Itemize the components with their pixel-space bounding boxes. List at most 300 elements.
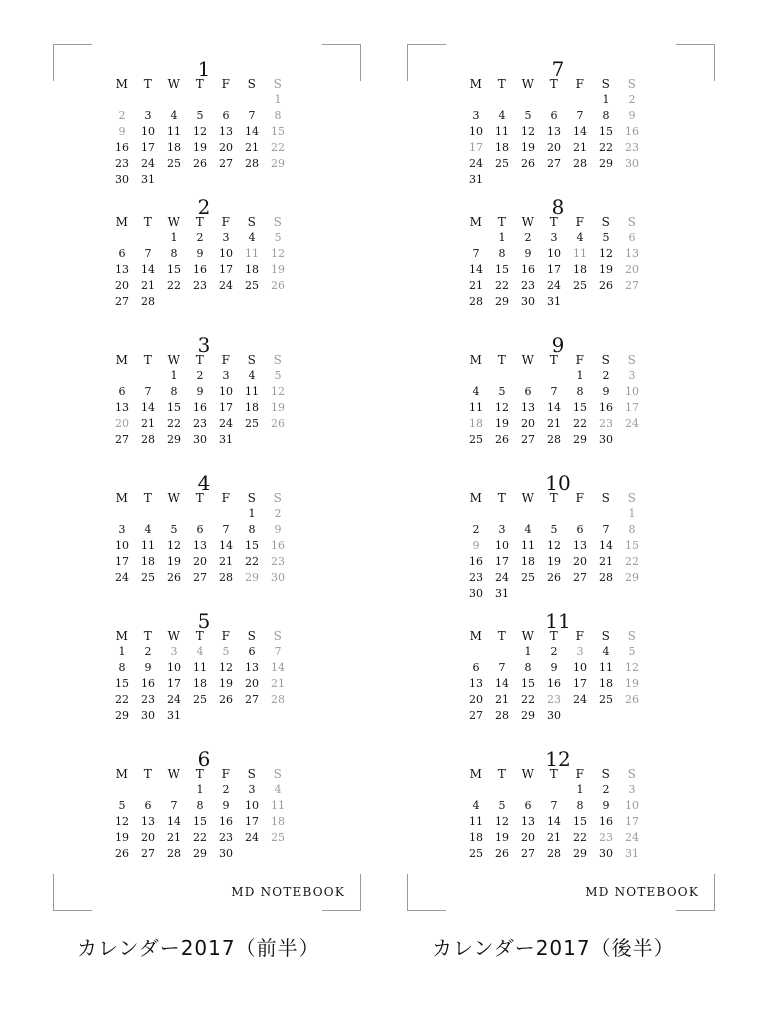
weekday-header: F (575, 215, 585, 229)
day-cell: 6 (576, 523, 584, 536)
day-cell: 13 (141, 815, 155, 828)
day-cell: 20 (115, 279, 129, 292)
weekday-header: T (143, 767, 153, 781)
day-cell: 25 (469, 433, 483, 446)
day-cell: 10 (495, 539, 509, 552)
day-cell: 11 (141, 539, 155, 552)
day-cell: 9 (118, 125, 126, 138)
day-cell: 25 (167, 157, 181, 170)
day-cell: 14 (167, 815, 181, 828)
weekday-header: F (221, 77, 231, 91)
day-cell: 9 (602, 385, 610, 398)
day-cell: 3 (472, 109, 480, 122)
day-cell: 29 (573, 433, 587, 446)
day-cell: 15 (167, 263, 181, 276)
weekday-header: T (143, 491, 153, 505)
day-cell: 12 (271, 247, 285, 260)
day-cell: 21 (141, 279, 155, 292)
day-cell: 13 (115, 401, 129, 414)
day-cell: 17 (219, 401, 233, 414)
day-cell: 27 (521, 433, 535, 446)
day-cell: 9 (222, 799, 230, 812)
day-cell: 20 (521, 831, 535, 844)
day-cell: 14 (219, 539, 233, 552)
weekday-header: M (115, 767, 129, 781)
day-cell: 4 (602, 645, 610, 658)
weekday-header: M (469, 491, 483, 505)
day-cell: 20 (115, 417, 129, 430)
day-cell: 1 (170, 369, 178, 382)
day-cell: 16 (547, 677, 561, 690)
weekday-header: W (521, 77, 535, 91)
weekday-header: M (115, 629, 129, 643)
day-cell: 1 (248, 507, 256, 520)
weekday-header: W (521, 491, 535, 505)
day-cell: 1 (602, 93, 610, 106)
day-cell: 28 (141, 295, 155, 308)
day-cell: 22 (115, 693, 129, 706)
day-cell: 22 (625, 555, 639, 568)
day-cell: 20 (521, 417, 535, 430)
day-cell: 12 (521, 125, 535, 138)
day-cell: 22 (599, 141, 613, 154)
day-cell: 3 (222, 231, 230, 244)
day-cell: 23 (271, 555, 285, 568)
day-cell: 28 (469, 295, 483, 308)
day-cell: 8 (248, 523, 256, 536)
day-cell: 3 (222, 369, 230, 382)
day-cell: 7 (222, 523, 230, 536)
weekday-header: T (497, 77, 507, 91)
day-cell: 26 (521, 157, 535, 170)
day-cell: 17 (495, 555, 509, 568)
month-block (463, 330, 653, 468)
crop-mark-top-left (407, 44, 446, 81)
day-cell: 6 (248, 645, 256, 658)
day-cell: 14 (599, 539, 613, 552)
weekday-header: T (195, 77, 205, 91)
weekday-header: T (549, 215, 559, 229)
day-cell: 2 (118, 109, 126, 122)
day-cell: 5 (274, 369, 282, 382)
day-cell: 25 (521, 571, 535, 584)
calendar-panel-second-half (407, 44, 715, 911)
month-block (109, 744, 299, 882)
day-cell: 28 (245, 157, 259, 170)
day-cell: 15 (193, 815, 207, 828)
day-cell: 5 (498, 799, 506, 812)
day-cell: 31 (469, 173, 483, 186)
day-cell: 8 (576, 799, 584, 812)
day-cell: 12 (625, 661, 639, 674)
day-cell: 3 (628, 783, 636, 796)
weekday-header: T (195, 767, 205, 781)
day-cell: 14 (547, 401, 561, 414)
day-cell: 8 (170, 247, 178, 260)
day-cell: 17 (625, 815, 639, 828)
day-cell: 17 (469, 141, 483, 154)
day-cell: 4 (144, 523, 152, 536)
day-cell: 18 (271, 815, 285, 828)
day-cell: 18 (599, 677, 613, 690)
day-cell: 19 (219, 677, 233, 690)
day-cell: 12 (219, 661, 233, 674)
day-cell: 11 (193, 661, 207, 674)
month-title: 12 (545, 747, 571, 771)
weekday-header: T (143, 629, 153, 643)
day-cell: 18 (469, 417, 483, 430)
day-cell: 7 (170, 799, 178, 812)
day-cell: 17 (141, 141, 155, 154)
day-cell: 22 (167, 417, 181, 430)
day-cell: 15 (115, 677, 129, 690)
day-cell: 27 (521, 847, 535, 860)
weekday-header: T (497, 215, 507, 229)
day-cell: 14 (271, 661, 285, 674)
day-cell: 3 (576, 645, 584, 658)
weekday-header: S (247, 491, 257, 505)
day-cell: 27 (193, 571, 207, 584)
day-cell: 9 (274, 523, 282, 536)
weekday-header: S (601, 629, 611, 643)
day-cell: 10 (625, 799, 639, 812)
day-cell: 6 (550, 109, 558, 122)
day-cell: 31 (547, 295, 561, 308)
day-cell: 6 (628, 231, 636, 244)
day-cell: 19 (271, 263, 285, 276)
day-cell: 17 (625, 401, 639, 414)
day-cell: 4 (576, 231, 584, 244)
day-cell: 4 (196, 645, 204, 658)
day-cell: 1 (118, 645, 126, 658)
weekday-header: M (115, 491, 129, 505)
day-cell: 1 (524, 645, 532, 658)
weekday-header: T (497, 767, 507, 781)
day-cell: 21 (495, 693, 509, 706)
crop-mark-top-right (676, 44, 715, 81)
day-cell: 13 (521, 815, 535, 828)
month-block (463, 192, 653, 330)
day-cell: 1 (170, 231, 178, 244)
day-cell: 26 (271, 417, 285, 430)
day-cell: 17 (167, 677, 181, 690)
day-cell: 24 (495, 571, 509, 584)
day-cell: 28 (547, 433, 561, 446)
day-cell: 7 (550, 799, 558, 812)
weekday-header: S (601, 491, 611, 505)
day-cell: 15 (495, 263, 509, 276)
day-cell: 25 (495, 157, 509, 170)
day-cell: 6 (524, 385, 532, 398)
weekday-header: S (627, 215, 637, 229)
day-cell: 2 (602, 369, 610, 382)
weekday-header: F (575, 491, 585, 505)
day-cell: 6 (118, 247, 126, 260)
day-cell: 28 (573, 157, 587, 170)
day-cell: 20 (245, 677, 259, 690)
day-cell: 22 (573, 831, 587, 844)
day-cell: 29 (271, 157, 285, 170)
day-cell: 29 (599, 157, 613, 170)
day-cell: 22 (245, 555, 259, 568)
weekday-header: S (601, 215, 611, 229)
day-cell: 25 (141, 571, 155, 584)
day-cell: 5 (118, 799, 126, 812)
day-cell: 10 (219, 247, 233, 260)
day-cell: 27 (219, 157, 233, 170)
day-cell: 17 (245, 815, 259, 828)
day-cell: 18 (245, 401, 259, 414)
day-cell: 5 (602, 231, 610, 244)
month-title: 8 (551, 195, 565, 219)
day-cell: 14 (141, 263, 155, 276)
weekday-header: T (143, 77, 153, 91)
day-cell: 21 (245, 141, 259, 154)
day-cell: 11 (167, 125, 181, 138)
day-cell: 2 (196, 231, 204, 244)
day-cell: 28 (271, 693, 285, 706)
weekday-header: S (627, 491, 637, 505)
day-cell: 29 (245, 571, 259, 584)
weekday-header: S (247, 77, 257, 91)
day-cell: 11 (469, 401, 483, 414)
day-cell: 27 (573, 571, 587, 584)
weekday-header: S (601, 767, 611, 781)
weekday-header: W (167, 353, 181, 367)
day-cell: 14 (245, 125, 259, 138)
day-cell: 6 (524, 799, 532, 812)
weekday-header: F (221, 353, 231, 367)
day-cell: 15 (573, 815, 587, 828)
day-cell: 10 (115, 539, 129, 552)
day-cell: 7 (274, 645, 282, 658)
day-cell: 16 (469, 555, 483, 568)
day-cell: 8 (118, 661, 126, 674)
day-cell: 28 (141, 433, 155, 446)
weekday-header: S (627, 353, 637, 367)
day-cell: 1 (196, 783, 204, 796)
day-cell: 10 (625, 385, 639, 398)
day-cell: 3 (118, 523, 126, 536)
day-cell: 31 (219, 433, 233, 446)
day-cell: 19 (521, 141, 535, 154)
day-cell: 9 (550, 661, 558, 674)
day-cell: 24 (141, 157, 155, 170)
day-cell: 17 (219, 263, 233, 276)
day-cell: 8 (628, 523, 636, 536)
day-cell: 31 (167, 709, 181, 722)
day-cell: 15 (167, 401, 181, 414)
day-cell: 12 (547, 539, 561, 552)
weekday-header: T (195, 215, 205, 229)
day-cell: 4 (170, 109, 178, 122)
day-cell: 30 (141, 709, 155, 722)
day-cell: 25 (573, 279, 587, 292)
day-cell: 2 (144, 645, 152, 658)
day-cell: 12 (495, 815, 509, 828)
day-cell: 31 (625, 847, 639, 860)
day-cell: 28 (495, 709, 509, 722)
day-cell: 20 (573, 555, 587, 568)
day-cell: 24 (573, 693, 587, 706)
weekday-header: F (221, 215, 231, 229)
crop-mark-top-right (322, 44, 361, 81)
day-cell: 5 (524, 109, 532, 122)
day-cell: 13 (469, 677, 483, 690)
weekday-header: S (273, 353, 283, 367)
weekday-header: T (549, 767, 559, 781)
weekday-header: W (521, 353, 535, 367)
day-cell: 23 (141, 693, 155, 706)
weekday-header: T (549, 353, 559, 367)
day-cell: 24 (469, 157, 483, 170)
day-cell: 3 (144, 109, 152, 122)
day-cell: 16 (219, 815, 233, 828)
day-cell: 16 (115, 141, 129, 154)
day-cell: 11 (245, 247, 259, 260)
day-cell: 11 (573, 247, 587, 260)
day-cell: 23 (219, 831, 233, 844)
weekday-header: S (273, 215, 283, 229)
calendar-panel-first-half (53, 44, 361, 911)
day-cell: 21 (219, 555, 233, 568)
day-cell: 15 (245, 539, 259, 552)
weekday-header: S (273, 491, 283, 505)
day-cell: 9 (602, 799, 610, 812)
day-cell: 19 (495, 417, 509, 430)
day-cell: 13 (547, 125, 561, 138)
day-cell: 21 (547, 831, 561, 844)
day-cell: 9 (628, 109, 636, 122)
day-cell: 19 (115, 831, 129, 844)
weekday-header: F (575, 353, 585, 367)
day-cell: 27 (141, 847, 155, 860)
month-block (109, 330, 299, 468)
day-cell: 19 (547, 555, 561, 568)
weekday-header: M (469, 629, 483, 643)
day-cell: 25 (469, 847, 483, 860)
day-cell: 20 (141, 831, 155, 844)
day-cell: 6 (196, 523, 204, 536)
weekday-header: W (521, 215, 535, 229)
day-cell: 30 (469, 587, 483, 600)
weekday-header: M (469, 767, 483, 781)
weekday-header: M (115, 215, 129, 229)
day-cell: 2 (274, 507, 282, 520)
day-cell: 12 (167, 539, 181, 552)
month-block (109, 192, 299, 330)
month-title: 6 (197, 747, 211, 771)
day-cell: 7 (498, 661, 506, 674)
day-cell: 5 (498, 385, 506, 398)
day-cell: 2 (196, 369, 204, 382)
day-cell: 10 (573, 661, 587, 674)
month-block (109, 54, 299, 192)
day-cell: 22 (193, 831, 207, 844)
month-block (109, 468, 299, 606)
day-cell: 21 (573, 141, 587, 154)
day-cell: 6 (222, 109, 230, 122)
weekday-header: T (549, 629, 559, 643)
day-cell: 14 (141, 401, 155, 414)
day-cell: 16 (599, 815, 613, 828)
day-cell: 12 (599, 247, 613, 260)
day-cell: 10 (141, 125, 155, 138)
day-cell: 1 (628, 507, 636, 520)
day-cell: 5 (196, 109, 204, 122)
day-cell: 4 (248, 369, 256, 382)
month-block (463, 468, 653, 606)
weekday-header: M (469, 215, 483, 229)
day-cell: 15 (599, 125, 613, 138)
day-cell: 4 (472, 799, 480, 812)
weekday-header: W (167, 491, 181, 505)
day-cell: 10 (245, 799, 259, 812)
day-cell: 19 (193, 141, 207, 154)
day-cell: 13 (193, 539, 207, 552)
day-cell: 4 (274, 783, 282, 796)
day-cell: 31 (495, 587, 509, 600)
day-cell: 7 (602, 523, 610, 536)
day-cell: 3 (628, 369, 636, 382)
month-title: 5 (197, 609, 211, 633)
day-cell: 15 (271, 125, 285, 138)
day-cell: 3 (550, 231, 558, 244)
weekday-header: S (247, 629, 257, 643)
weekday-header: T (549, 491, 559, 505)
day-cell: 29 (193, 847, 207, 860)
weekday-header: T (497, 353, 507, 367)
month-block (109, 606, 299, 744)
day-cell: 1 (576, 783, 584, 796)
day-cell: 26 (599, 279, 613, 292)
weekday-header: W (167, 629, 181, 643)
month-title: 7 (551, 57, 565, 81)
day-cell: 20 (547, 141, 561, 154)
weekday-header: S (273, 767, 283, 781)
month-title: 1 (197, 57, 211, 81)
day-cell: 30 (599, 847, 613, 860)
day-cell: 10 (469, 125, 483, 138)
day-cell: 19 (625, 677, 639, 690)
day-cell: 19 (271, 401, 285, 414)
day-cell: 19 (495, 831, 509, 844)
day-cell: 23 (469, 571, 483, 584)
crop-mark-bottom-left (53, 874, 92, 911)
month-title: 10 (545, 471, 571, 495)
weekday-header: W (167, 77, 181, 91)
day-cell: 24 (219, 417, 233, 430)
weekday-header: T (497, 491, 507, 505)
weekday-header: T (549, 77, 559, 91)
day-cell: 30 (115, 173, 129, 186)
day-cell: 26 (547, 571, 561, 584)
weekday-header: S (247, 353, 257, 367)
day-cell: 25 (245, 279, 259, 292)
day-cell: 26 (167, 571, 181, 584)
day-cell: 7 (472, 247, 480, 260)
day-cell: 23 (625, 141, 639, 154)
day-cell: 16 (625, 125, 639, 138)
weekday-header: F (575, 629, 585, 643)
day-cell: 4 (498, 109, 506, 122)
day-cell: 15 (625, 539, 639, 552)
day-cell: 29 (573, 847, 587, 860)
day-cell: 28 (219, 571, 233, 584)
day-cell: 5 (628, 645, 636, 658)
caption-first-half: カレンダー2017（前半） (77, 936, 320, 960)
day-cell: 22 (521, 693, 535, 706)
